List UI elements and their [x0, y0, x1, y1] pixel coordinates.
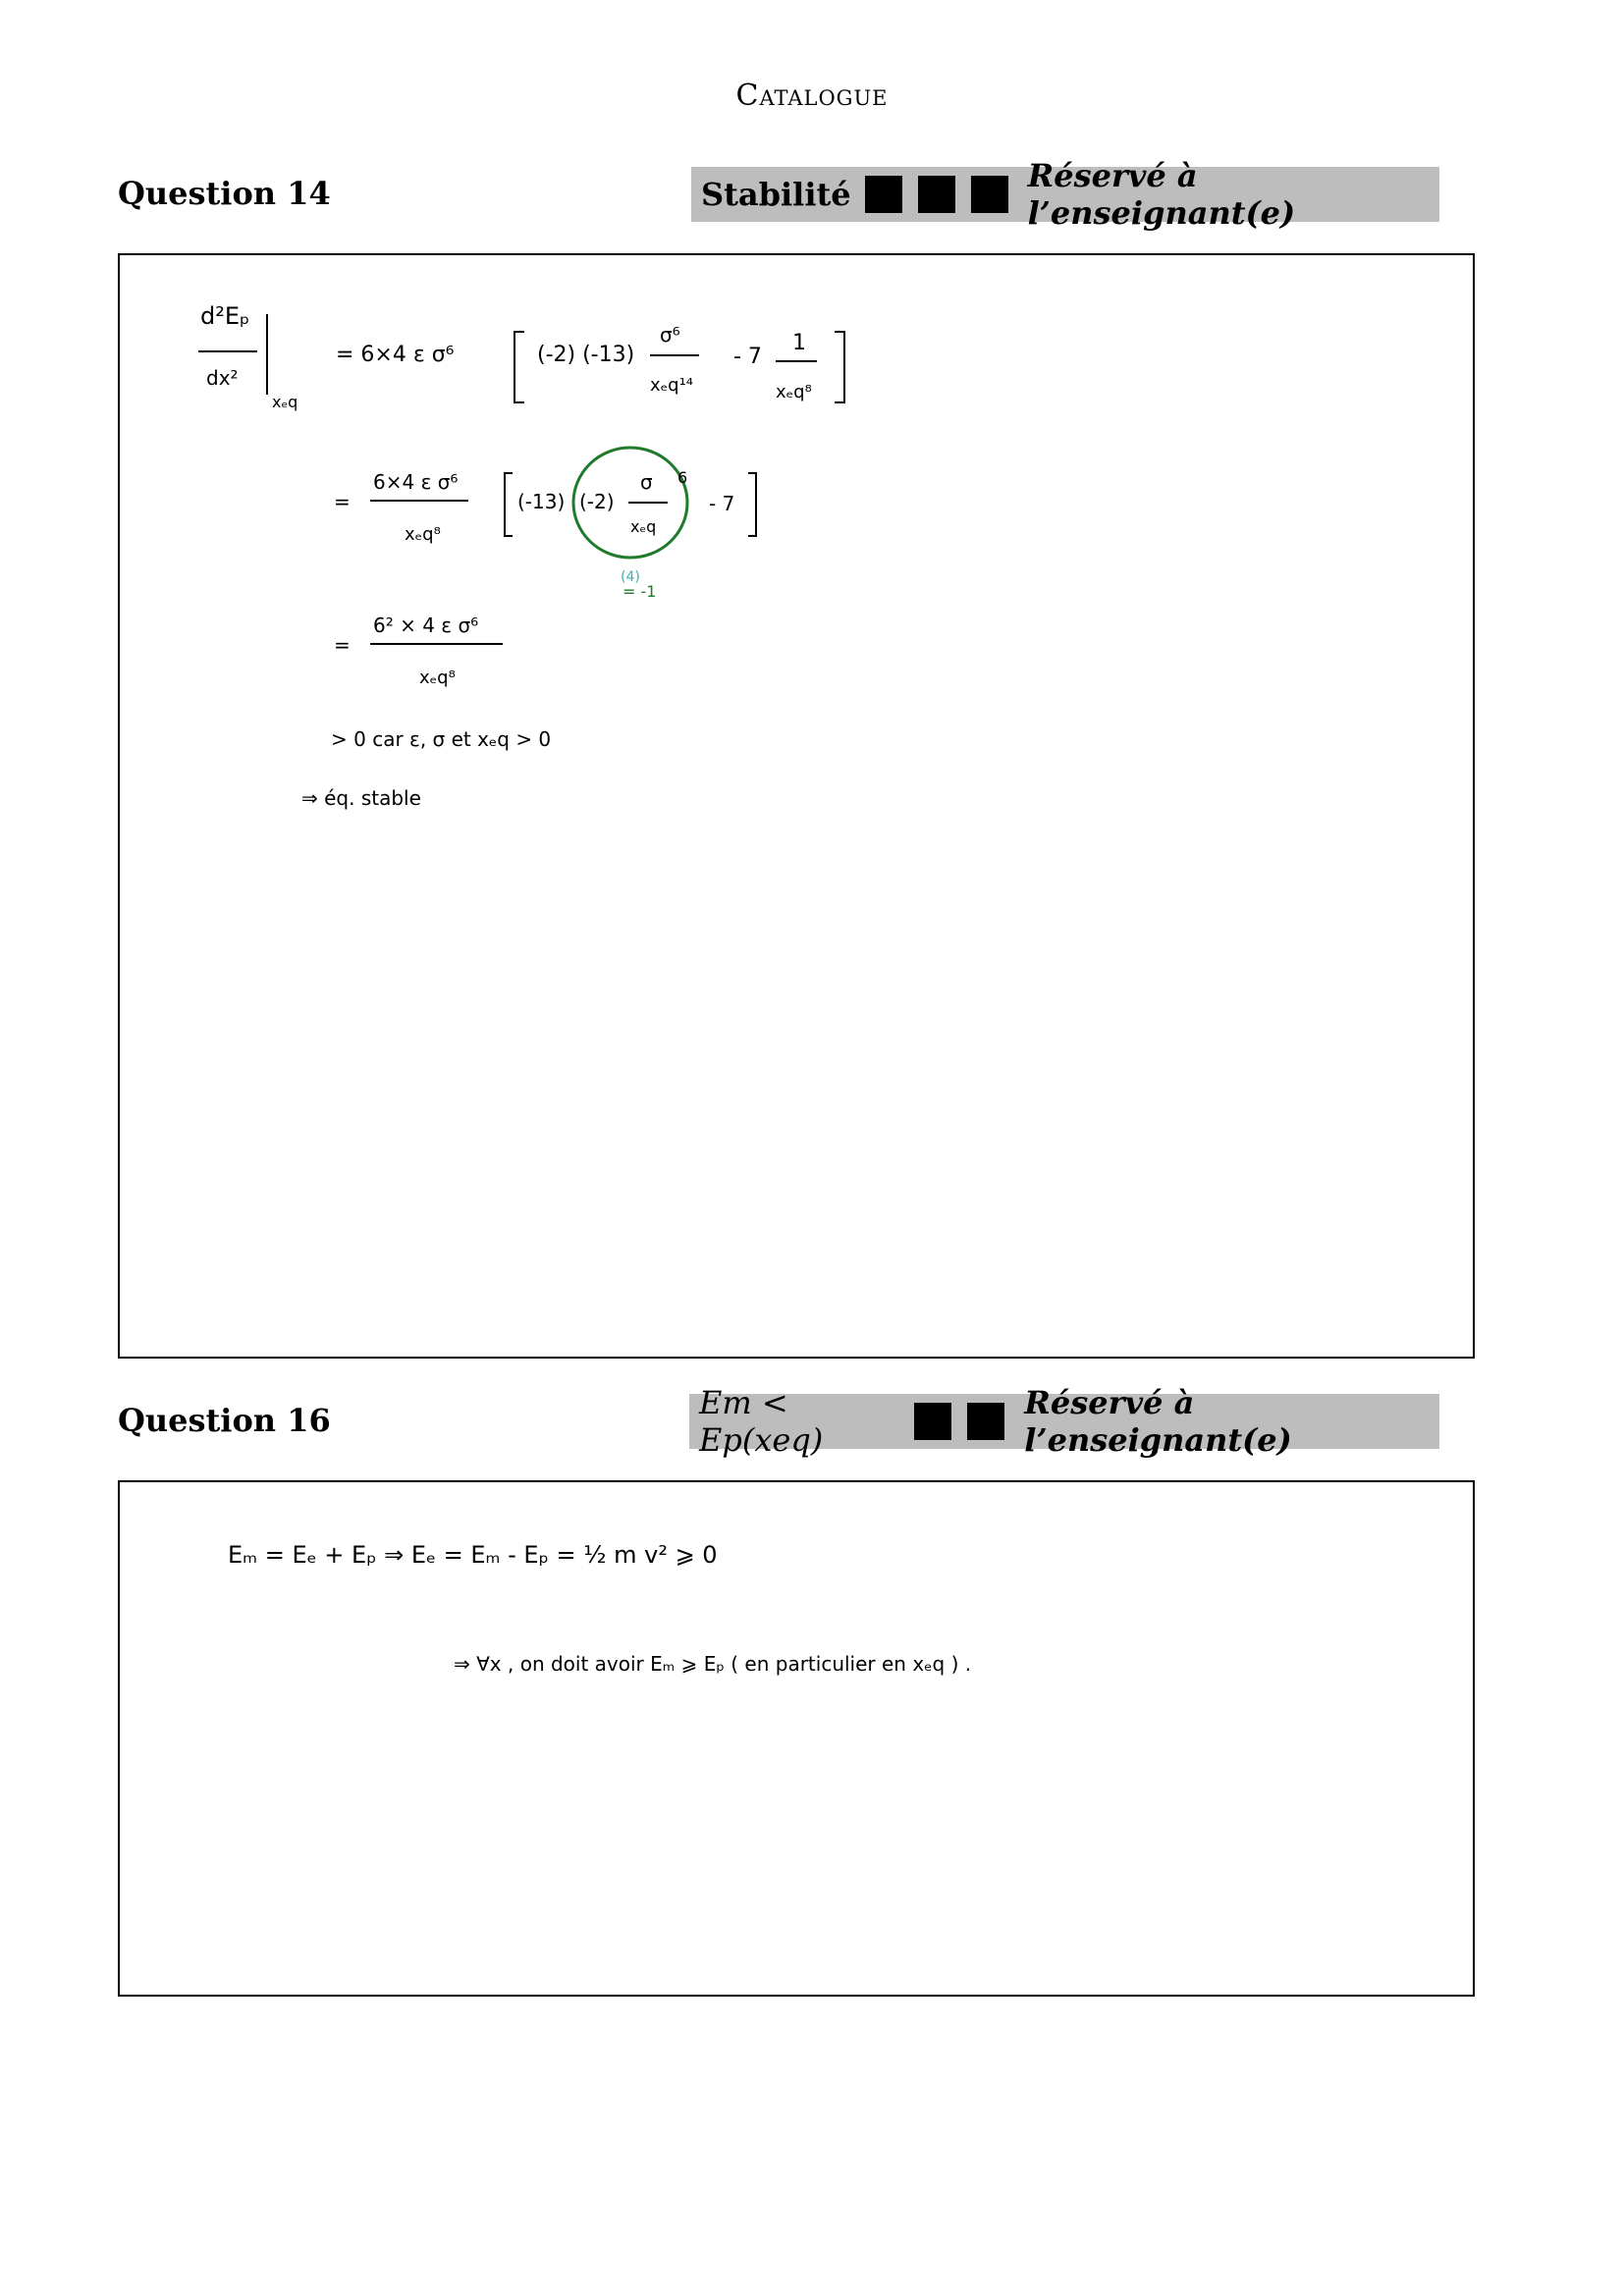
hw-left-bracket — [514, 332, 524, 402]
hw-right-bracket — [748, 473, 756, 536]
grade-box-3[interactable] — [971, 176, 1008, 213]
question-16-handwriting — [120, 1482, 1475, 1997]
hw-l1-frac2-num: 1 — [792, 331, 806, 355]
grade-box-1[interactable] — [865, 176, 902, 213]
question-14-grade-bar — [691, 157, 1439, 232]
hw-right-bracket — [835, 332, 844, 402]
question-16-grade-bar — [689, 1384, 1439, 1459]
hw-l1-lhs-sub: xₑq — [272, 393, 298, 411]
hw-l3-num: 6² × 4 ε σ⁶ — [373, 614, 479, 637]
hw-l2-b: (-2) — [579, 490, 615, 513]
hw-l1-frac1-num: σ⁶ — [660, 323, 680, 347]
question-16-reserved-label: Réservé à l’enseignant(e) — [1024, 1384, 1292, 1459]
grade-box-1[interactable] — [914, 1403, 951, 1440]
hw-l1-frac1-den: xₑq¹⁴ — [650, 375, 694, 396]
hw-l2-note-num: (4) — [621, 569, 640, 585]
question-14-criterion: Stabilité — [701, 176, 851, 213]
hw-l2-note-val: = -1 — [623, 582, 657, 601]
hw-l1-bracket-a: (-2) (-13) — [537, 343, 635, 367]
hw-l1-lhs-den: dx² — [206, 366, 239, 390]
hw-l2-a: (-13) — [517, 490, 566, 513]
question-16-title: Question 16 — [118, 1402, 331, 1439]
question-14-title: Question 14 — [118, 175, 331, 212]
question-16-criterion: Em < Ep(xeq) — [699, 1384, 824, 1459]
hw-q16-l1: Eₘ = Eₑ + Eₚ ⇒ Eₑ = Eₘ - Eₚ = ½ m v² ⩾ 0 — [228, 1541, 718, 1569]
question-16-answer-box — [118, 1480, 1475, 1997]
hw-l1-coef: = 6×4 ε σ⁶ — [336, 343, 455, 367]
hw-l1-frac2-den: xₑq⁸ — [776, 382, 812, 402]
hw-l1-lhs-num: d²Eₚ — [200, 302, 250, 330]
hw-l2-frac-num: σ — [640, 470, 653, 494]
hw-l2-pow: 6 — [677, 468, 688, 487]
hw-l3-den: xₑq⁸ — [419, 667, 456, 688]
hw-l3-eq: = — [334, 633, 351, 657]
grade-box-2[interactable] — [967, 1403, 1004, 1440]
grade-box-2[interactable] — [918, 176, 955, 213]
hw-l1-minus7: - 7 — [733, 345, 762, 369]
question-14-reserved-label: Réservé à l’enseignant(e) — [1027, 157, 1296, 232]
question-14-handwriting — [120, 255, 1475, 1359]
hw-l2-frac-den: xₑq — [630, 517, 657, 536]
hw-l2-eq: = — [334, 490, 351, 513]
hw-l2-tail: - 7 — [709, 492, 735, 515]
hw-q16-l2: ⇒ ∀x , on doit avoir Eₘ ⩾ Eₚ ( en particulier en xₑq ) . — [454, 1652, 972, 1676]
hw-l5: ⇒ éq. stable — [301, 786, 421, 810]
question-14-answer-box — [118, 253, 1475, 1359]
hw-left-bracket — [505, 473, 513, 536]
hw-l2-num: 6×4 ε σ⁶ — [373, 470, 459, 494]
hw-l4: > 0 car ε, σ et xₑq > 0 — [331, 727, 552, 751]
hw-l2-den: xₑq⁸ — [405, 524, 441, 545]
page-header: Catalogue — [735, 79, 889, 113]
